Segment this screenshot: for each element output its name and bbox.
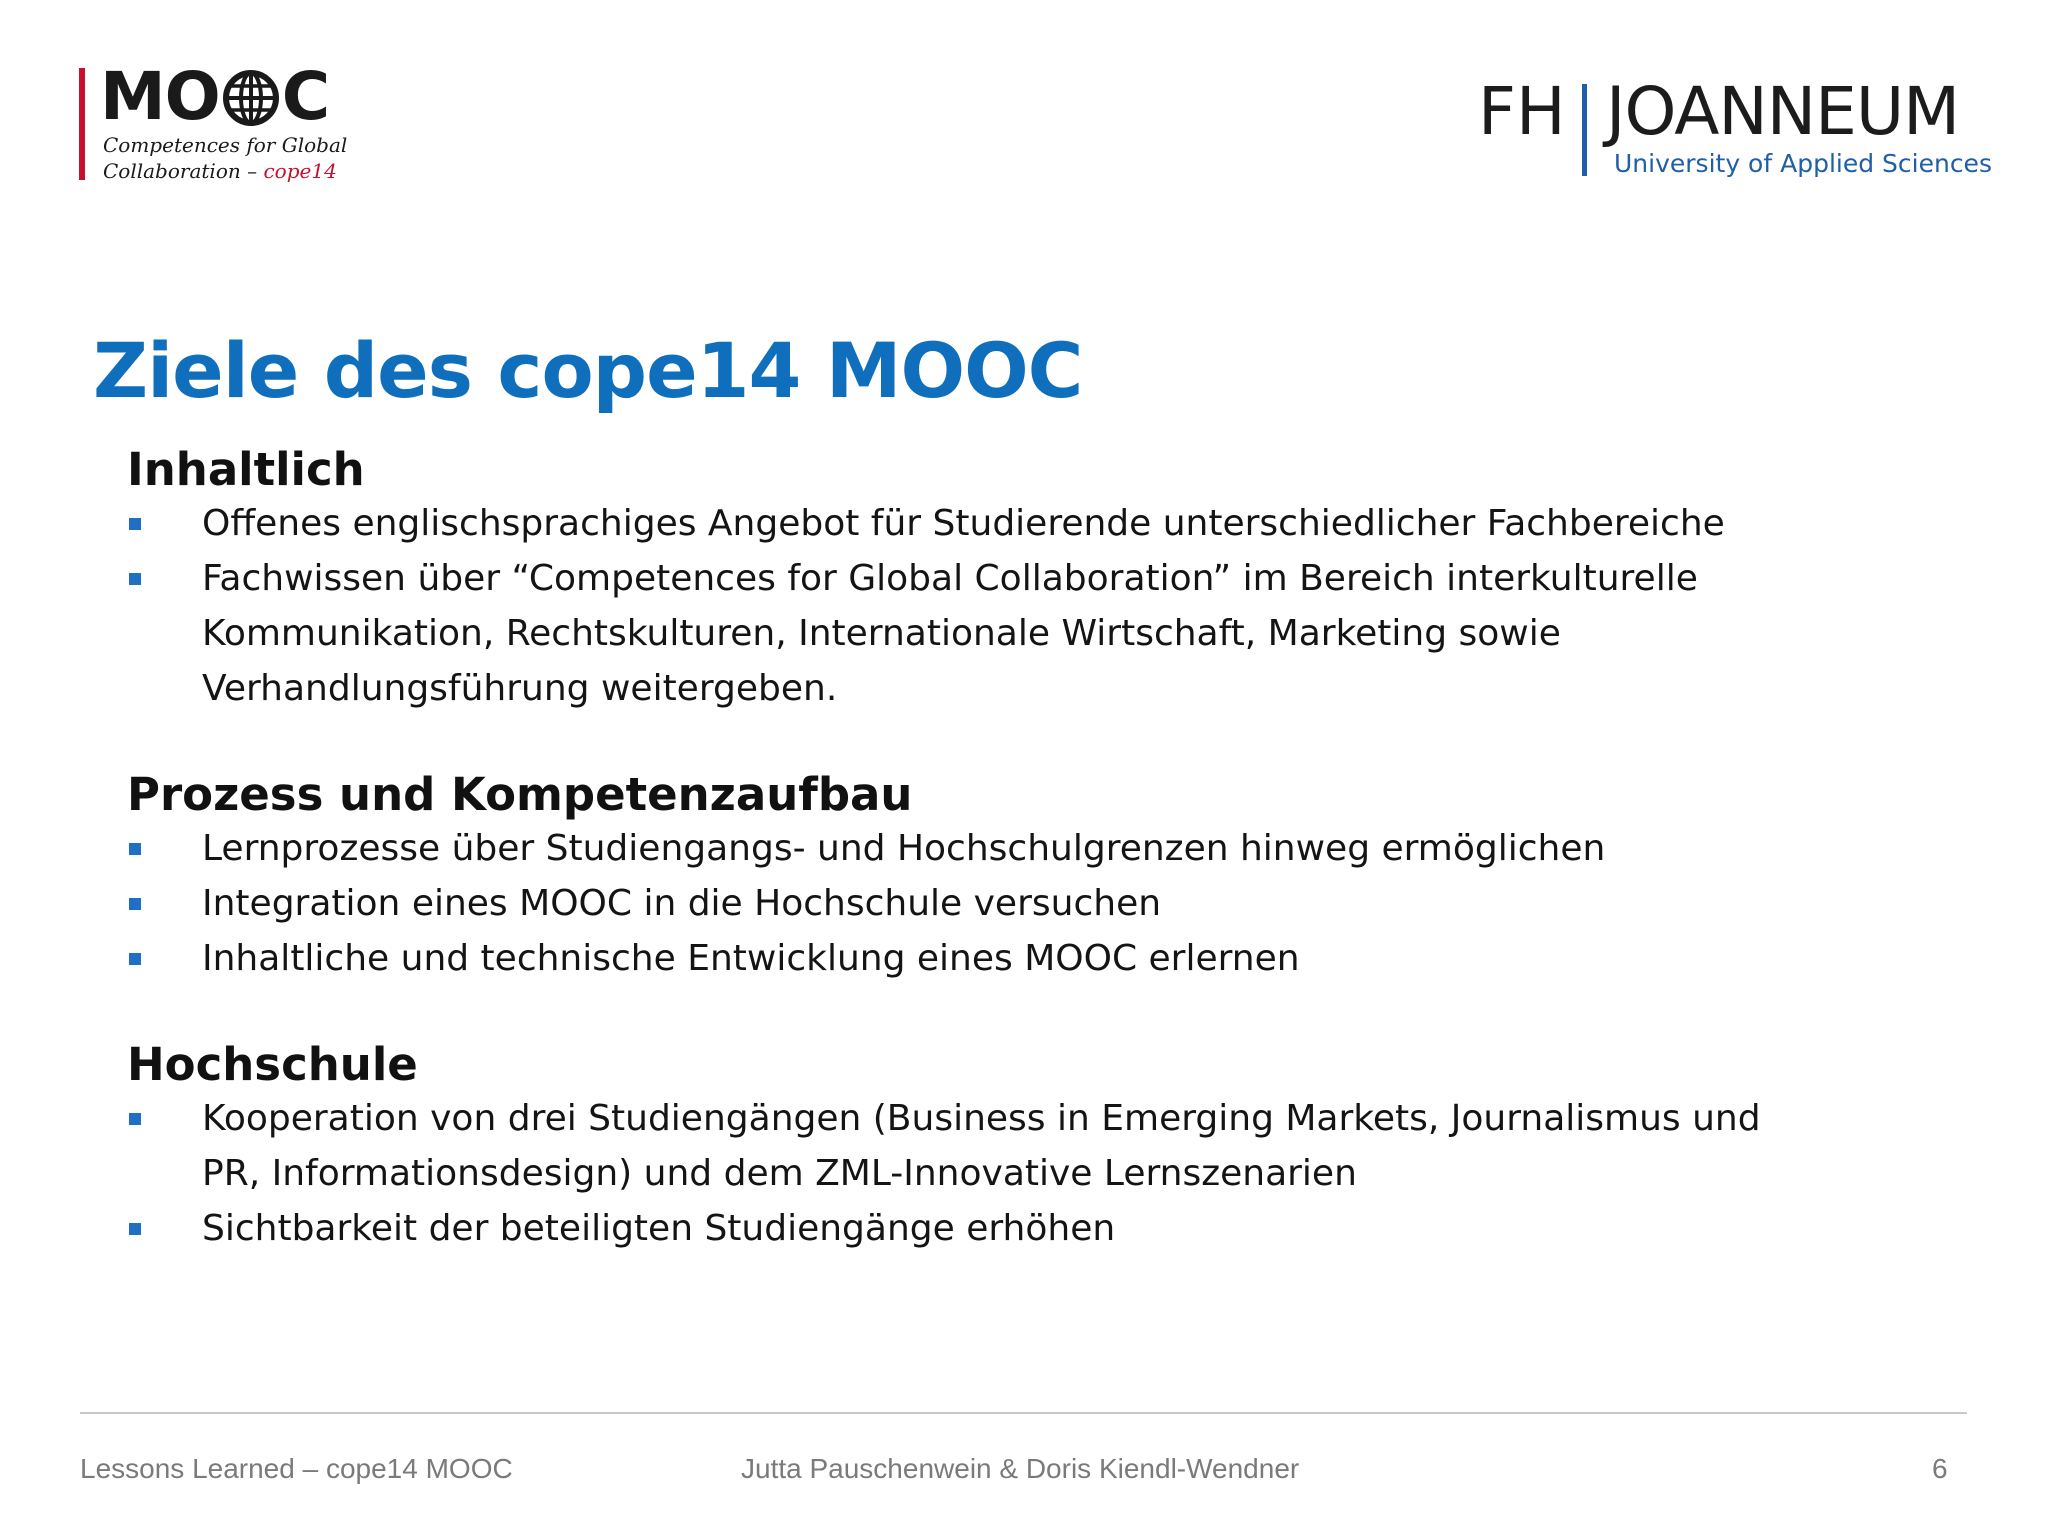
bullet-line: PR, Informationsdesign) und dem ZML-Innovative Lernszenarien: [202, 1153, 1357, 1194]
mooc-logo-word-pre: MO: [100, 58, 220, 135]
section-heading: Hochschule: [127, 1038, 418, 1091]
bullet-item: [127, 1091, 1887, 1201]
footer-page-number: 6: [1932, 1453, 1948, 1484]
bullet-list: [127, 1091, 1887, 1256]
mooc-logo: [79, 58, 348, 184]
content-section: [127, 440, 1887, 716]
footer-divider: [80, 1412, 1967, 1414]
bullet-item: [127, 496, 1887, 551]
bullet-item: [127, 821, 1887, 876]
fh-joanneum-logo: [1478, 73, 1992, 186]
section-heading: Prozess und Kompetenzaufbau: [127, 768, 913, 821]
mooc-logo-tagline: [103, 132, 347, 184]
fh-logo-fh: FH: [1478, 73, 1566, 150]
bullet-square-icon: [129, 1113, 141, 1125]
bullet-square-icon: [129, 953, 141, 965]
mooc-tagline-line2: [103, 158, 347, 184]
globe-icon: [221, 68, 281, 128]
bullet-square-icon: [129, 518, 141, 530]
bullet-line: Integration eines MOOC in die Hochschule versuchen: [202, 883, 1162, 924]
bullet-square-icon: [129, 898, 141, 910]
footer-authors: Jutta Pauschenwein & Doris Kiendl-Wendner: [741, 1453, 1300, 1484]
bullet-line: Fachwissen über “Competences for Global Collaboration” im Bereich interkulturelle: [202, 558, 1698, 599]
content-section: [127, 1035, 1887, 1256]
mooc-tagline-prefix: Collaboration –: [103, 159, 264, 183]
bullet-line: Verhandlungsführung weitergeben.: [202, 668, 838, 709]
fh-logo-divider: [1582, 84, 1587, 176]
bullet-line: Sichtbarkeit der beteiligten Studiengänge erhöhen: [202, 1208, 1116, 1249]
mooc-logo-bar: [79, 68, 85, 180]
mooc-tagline-line1: Competences for Global: [103, 133, 348, 157]
bullet-item: [127, 1201, 1887, 1256]
bullet-square-icon: [129, 573, 141, 585]
bullet-line: Kommunikation, Rechtskulturen, Internationale Wirtschaft, Marketing sowie: [202, 613, 1561, 654]
bullet-line: Offenes englischsprachiges Angebot für Studierende unterschiedlicher Fachbereiche: [202, 503, 1725, 544]
footer-presentation-title: Lessons Learned – cope14 MOOC: [80, 1453, 513, 1484]
bullet-item: [127, 876, 1887, 931]
content-section: [127, 765, 1887, 986]
bullet-line: Inhaltliche und technische Entwicklung eines MOOC erlernen: [202, 938, 1300, 979]
bullet-list: [127, 821, 1887, 986]
fh-logo-name: JOANNEUM: [1606, 73, 1960, 150]
bullet-line: Lernprozesse über Studiengangs- und Hochschulgrenzen hinweg ermöglichen: [202, 828, 1606, 869]
slide-title: Ziele des cope14 MOOC: [93, 325, 1083, 415]
bullet-item: [127, 931, 1887, 986]
bullet-square-icon: [129, 1223, 141, 1235]
mooc-logo-wordmark: [100, 58, 330, 135]
mooc-tagline-accent: cope14: [263, 159, 337, 183]
fh-logo-subtitle: University of Applied Sciences: [1614, 149, 1992, 178]
bullet-line: Kooperation von drei Studiengängen (Business in Emerging Markets, Journalismus und: [202, 1098, 1761, 1139]
section-heading: Inhaltlich: [127, 443, 365, 496]
slide-content: [127, 440, 1887, 1256]
mooc-logo-word-post: C: [281, 58, 330, 135]
bullet-item: [127, 551, 1887, 716]
bullet-square-icon: [129, 843, 141, 855]
bullet-list: [127, 496, 1887, 716]
